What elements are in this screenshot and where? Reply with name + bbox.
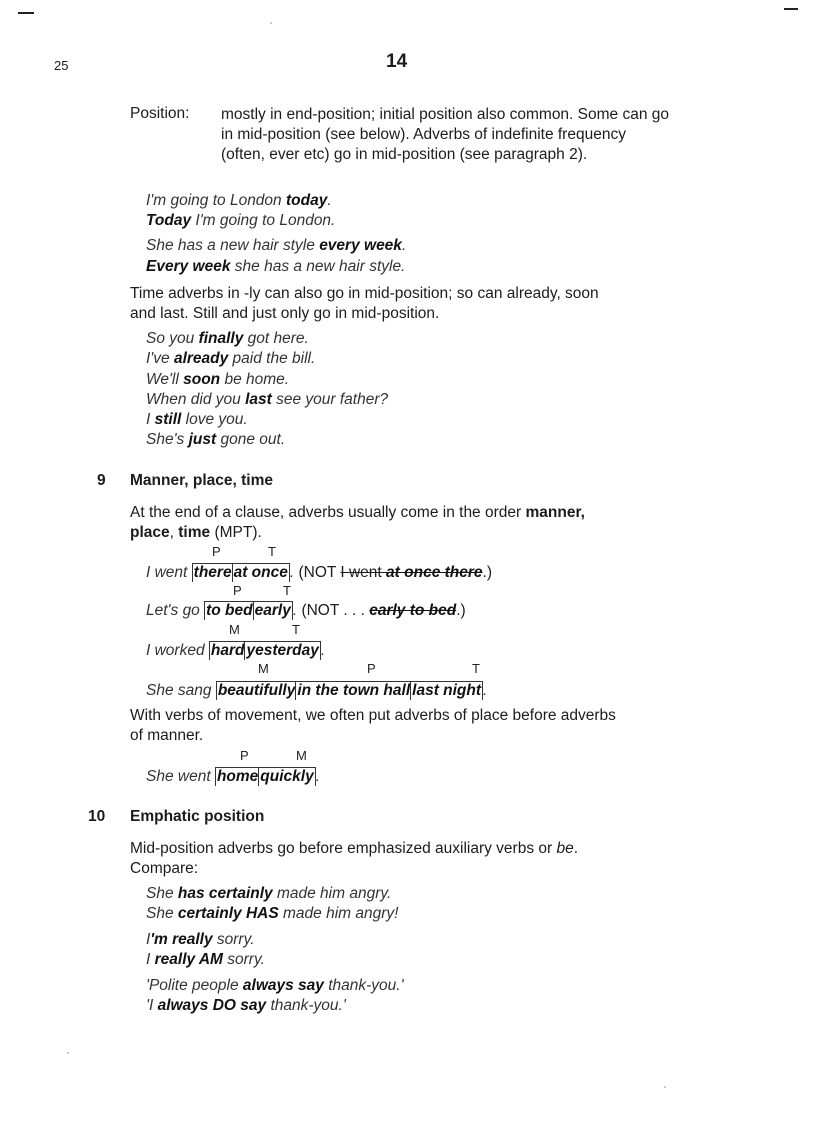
example-line: She certainly HAS made him angry! [146,905,399,922]
label-manner: M [229,622,240,637]
adverb-manner: quickly [260,768,314,785]
example-line: She has certainly made him angry. [146,885,392,902]
example-line: When did you last see your father? [146,391,389,408]
label-place: P [367,661,376,676]
section-number: 10 [88,808,106,825]
example-line [146,192,332,210]
label-manner: M [258,661,269,676]
adverb-place: in the town hall [297,682,411,699]
adverb-manner: hard [210,642,245,659]
label-time: T [292,622,300,637]
side-page-number: 25 [54,58,69,73]
example-text: She has a new hair style [146,237,320,254]
label-place: P [212,544,221,559]
example-line: I'm really sorry. [146,931,255,948]
label-place: P [240,748,249,763]
adverb-time: early [254,602,291,619]
example-line: She's just gone out. [146,431,286,448]
adverb-place: to bed [206,602,253,619]
mpt-example-5: She went home quickly . [146,768,321,785]
example-line: 'I always DO say thank-you.' [146,997,346,1014]
example-line [146,237,406,255]
example-text: I'm going to London. [191,212,336,229]
adverb-time: yesterday [246,642,319,659]
label-manner: M [296,748,307,763]
adverb-time: last night [412,682,482,699]
label-place: P [233,583,242,598]
corner-mark-left [18,12,34,14]
example-bold: today [285,192,328,209]
mpt-example-3: I worked hard yesterday . [146,642,326,659]
example-line: I really AM sorry. [146,951,265,968]
adverb-manner: beautifully [217,682,296,699]
example-text: she has a new hair style. [230,258,406,275]
label-time: T [472,661,480,676]
adverb-place: there [193,564,232,581]
time-ly-line2: and last. Still and just only go in mid-position. [130,305,440,322]
section10-intro-line2: Compare: [130,860,199,877]
scan-speck [270,22,272,24]
example-line [146,212,335,230]
example-text: . [401,237,407,254]
movement-line1: With verbs of movement, we often put adverbs of place before adverbs [130,707,616,724]
example-line: I've already paid the bill. [146,350,316,367]
position-label: Position: [130,105,190,122]
movement-line2: of manner. [130,727,204,744]
example-text: . [327,192,332,209]
section9-intro-line1: At the end of a clause, adverbs usually come in the order manner, [130,504,585,521]
mpt-example-4: She sang beautifully in the town hall last night . [146,682,488,699]
label-time: T [283,583,291,598]
section-number: 9 [97,472,106,489]
adverb-time: at once [233,564,288,581]
section-title: Emphatic position [130,808,265,825]
example-line: So you finally got here. [146,330,309,347]
section-title: Manner, place, time [130,472,273,489]
time-ly-line1: Time adverbs in -ly can also go in mid-position; so can already, soon [130,285,599,302]
example-bold: Every week [146,258,231,275]
position-text: mostly in end-position; initial position also common. Some can go in mid-position (see below). Adverbs of indefinite frequency (often, ever etc) go in mid-position (see paragraph 2). [221,106,670,163]
section10-intro-line1: Mid-position adverbs go before emphasized auxiliary verbs or be. [130,840,579,857]
label-time: T [268,544,276,559]
example-bold: every week [319,237,402,254]
scan-speck [664,1086,666,1088]
corner-mark-right [784,8,798,10]
mpt-example-1: I went there at once . (NOT I went at once there.) [146,564,492,581]
example-line: 'Polite people always say thank-you.' [146,977,404,994]
page-title: 14 [386,51,408,72]
example-text: I'm going to London [146,192,286,209]
example-line: I still love you. [146,411,248,428]
section9-intro-line2: place, time (MPT). [130,524,262,541]
scan-speck [67,1052,69,1054]
adverb-place: home [216,768,259,785]
mpt-example-2: Let's go to bed early . (NOT . . . early to bed.) [146,602,466,619]
example-line: We'll soon be home. [146,371,290,388]
example-line [146,258,405,276]
example-bold: Today [146,212,192,229]
